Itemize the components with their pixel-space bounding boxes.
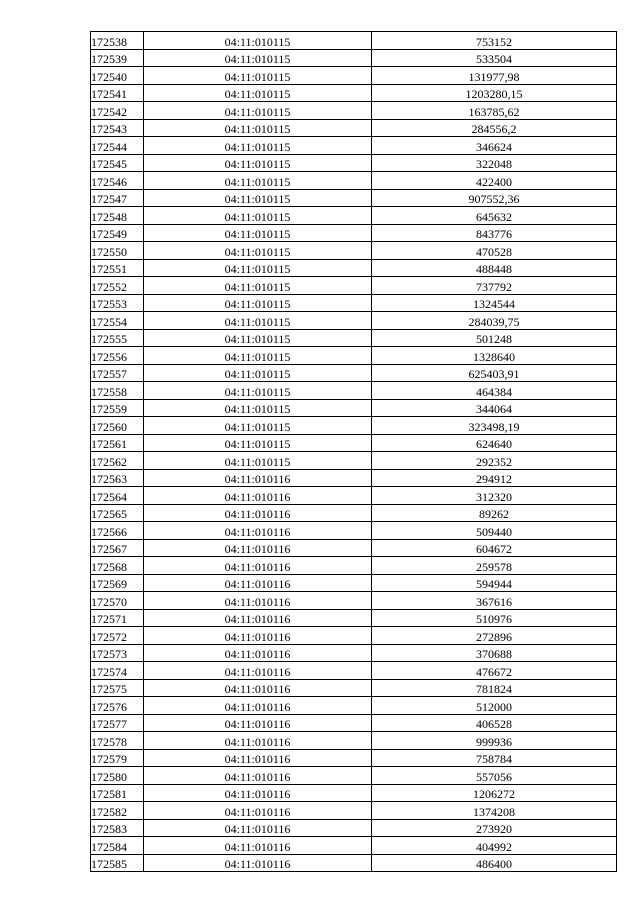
row-id: 172554 (91, 312, 144, 330)
row-value: 294912 (372, 469, 617, 487)
row-value: 367616 (372, 592, 617, 610)
row-value: 312320 (372, 487, 617, 505)
row-code: 04:11:010115 (144, 347, 372, 365)
row-code: 04:11:010116 (144, 522, 372, 540)
row-code: 04:11:010116 (144, 662, 372, 680)
row-value: 509440 (372, 522, 617, 540)
row-id: 172556 (91, 347, 144, 365)
table-row (91, 784, 617, 802)
row-code: 04:11:010116 (144, 784, 372, 802)
row-value: 406528 (372, 714, 617, 732)
row-id: 172558 (91, 382, 144, 400)
row-id: 172540 (91, 67, 144, 85)
row-code: 04:11:010116 (144, 539, 372, 557)
row-id: 172566 (91, 522, 144, 540)
row-code: 04:11:010115 (144, 67, 372, 85)
row-id: 172545 (91, 154, 144, 172)
row-id: 172548 (91, 207, 144, 225)
table-row (91, 347, 617, 365)
row-value: 625403,91 (372, 364, 617, 382)
table-row (91, 259, 617, 277)
row-value: 486400 (372, 854, 617, 872)
row-id: 172582 (91, 802, 144, 820)
table-row (91, 452, 617, 470)
row-id: 172547 (91, 189, 144, 207)
table-row (91, 802, 617, 820)
table-row (91, 592, 617, 610)
row-id: 172584 (91, 837, 144, 855)
table-row (91, 49, 617, 67)
table-row (91, 137, 617, 155)
row-code: 04:11:010116 (144, 854, 372, 872)
table-row (91, 154, 617, 172)
row-id: 172553 (91, 294, 144, 312)
row-value: 1203280,15 (372, 84, 617, 102)
table-row (91, 522, 617, 540)
row-code: 04:11:010116 (144, 627, 372, 645)
row-value: 488448 (372, 259, 617, 277)
table-body (91, 32, 617, 872)
row-code: 04:11:010116 (144, 469, 372, 487)
row-value: 533504 (372, 49, 617, 67)
table-row (91, 504, 617, 522)
row-value: 1324544 (372, 294, 617, 312)
row-code: 04:11:010115 (144, 277, 372, 295)
row-code: 04:11:010115 (144, 32, 372, 50)
row-id: 172557 (91, 364, 144, 382)
row-code: 04:11:010116 (144, 819, 372, 837)
row-value: 557056 (372, 767, 617, 785)
row-code: 04:11:010116 (144, 644, 372, 662)
row-value: 344064 (372, 399, 617, 417)
row-code: 04:11:010115 (144, 49, 372, 67)
table-row (91, 469, 617, 487)
table-row (91, 434, 617, 452)
row-value: 843776 (372, 224, 617, 242)
row-code: 04:11:010115 (144, 154, 372, 172)
row-value: 624640 (372, 434, 617, 452)
row-code: 04:11:010115 (144, 452, 372, 470)
row-id: 172563 (91, 469, 144, 487)
row-code: 04:11:010116 (144, 557, 372, 575)
table-row (91, 679, 617, 697)
row-id: 172579 (91, 749, 144, 767)
row-value: 284039,75 (372, 312, 617, 330)
row-value: 273920 (372, 819, 617, 837)
table-row (91, 32, 617, 50)
row-id: 172580 (91, 767, 144, 785)
row-value: 404992 (372, 837, 617, 855)
row-id: 172583 (91, 819, 144, 837)
row-value: 501248 (372, 329, 617, 347)
row-id: 172581 (91, 784, 144, 802)
row-id: 172552 (91, 277, 144, 295)
table-row (91, 644, 617, 662)
table-row (91, 224, 617, 242)
data-table (90, 31, 617, 872)
row-value: 346624 (372, 137, 617, 155)
table-row (91, 854, 617, 872)
table-row (91, 312, 617, 330)
table-row (91, 819, 617, 837)
table-row (91, 767, 617, 785)
row-code: 04:11:010115 (144, 224, 372, 242)
row-code: 04:11:010116 (144, 732, 372, 750)
row-value: 131977,98 (372, 67, 617, 85)
row-value: 781824 (372, 679, 617, 697)
row-id: 172551 (91, 259, 144, 277)
row-value: 1374208 (372, 802, 617, 820)
row-code: 04:11:010115 (144, 382, 372, 400)
row-value: 1328640 (372, 347, 617, 365)
table-row (91, 417, 617, 435)
row-value: 753152 (372, 32, 617, 50)
row-id: 172561 (91, 434, 144, 452)
row-code: 04:11:010115 (144, 399, 372, 417)
row-id: 172543 (91, 119, 144, 137)
row-value: 322048 (372, 154, 617, 172)
row-id: 172577 (91, 714, 144, 732)
row-code: 04:11:010116 (144, 767, 372, 785)
row-id: 172564 (91, 487, 144, 505)
row-value: 604672 (372, 539, 617, 557)
table-row (91, 574, 617, 592)
row-id: 172575 (91, 679, 144, 697)
row-value: 272896 (372, 627, 617, 645)
table-row (91, 172, 617, 190)
table-row (91, 189, 617, 207)
table-row (91, 697, 617, 715)
row-id: 172549 (91, 224, 144, 242)
row-id: 172565 (91, 504, 144, 522)
table-row (91, 399, 617, 417)
row-id: 172541 (91, 84, 144, 102)
table-row (91, 207, 617, 225)
table-row (91, 557, 617, 575)
row-value: 284556,2 (372, 119, 617, 137)
table-row (91, 364, 617, 382)
row-id: 172559 (91, 399, 144, 417)
table-row (91, 627, 617, 645)
row-code: 04:11:010115 (144, 207, 372, 225)
row-code: 04:11:010115 (144, 364, 372, 382)
row-code: 04:11:010115 (144, 119, 372, 137)
row-value: 907552,36 (372, 189, 617, 207)
row-code: 04:11:010116 (144, 487, 372, 505)
row-code: 04:11:010116 (144, 679, 372, 697)
row-value: 476672 (372, 662, 617, 680)
row-value: 510976 (372, 609, 617, 627)
table-row (91, 487, 617, 505)
table-row (91, 119, 617, 137)
row-code: 04:11:010115 (144, 259, 372, 277)
row-id: 172544 (91, 137, 144, 155)
row-id: 172550 (91, 242, 144, 260)
row-id: 172573 (91, 644, 144, 662)
row-code: 04:11:010116 (144, 837, 372, 855)
row-value: 89262 (372, 504, 617, 522)
table-row (91, 749, 617, 767)
row-value: 464384 (372, 382, 617, 400)
row-value: 1206272 (372, 784, 617, 802)
row-code: 04:11:010116 (144, 697, 372, 715)
row-value: 323498,19 (372, 417, 617, 435)
row-id: 172539 (91, 49, 144, 67)
table-row (91, 539, 617, 557)
row-value: 422400 (372, 172, 617, 190)
row-id: 172578 (91, 732, 144, 750)
row-code: 04:11:010116 (144, 504, 372, 522)
table-row (91, 294, 617, 312)
row-id: 172570 (91, 592, 144, 610)
row-id: 172569 (91, 574, 144, 592)
row-code: 04:11:010115 (144, 172, 372, 190)
table-row (91, 84, 617, 102)
row-value: 370688 (372, 644, 617, 662)
row-value: 758784 (372, 749, 617, 767)
row-code: 04:11:010116 (144, 574, 372, 592)
row-id: 172560 (91, 417, 144, 435)
row-value: 999936 (372, 732, 617, 750)
table-row (91, 329, 617, 347)
row-code: 04:11:010115 (144, 417, 372, 435)
row-id: 172538 (91, 32, 144, 50)
row-id: 172562 (91, 452, 144, 470)
row-id: 172572 (91, 627, 144, 645)
row-value: 594944 (372, 574, 617, 592)
row-id: 172571 (91, 609, 144, 627)
row-value: 512000 (372, 697, 617, 715)
row-value: 292352 (372, 452, 617, 470)
row-code: 04:11:010115 (144, 84, 372, 102)
row-value: 163785,62 (372, 102, 617, 120)
table-row (91, 67, 617, 85)
row-code: 04:11:010116 (144, 592, 372, 610)
row-code: 04:11:010115 (144, 312, 372, 330)
row-id: 172568 (91, 557, 144, 575)
row-id: 172542 (91, 102, 144, 120)
row-code: 04:11:010115 (144, 102, 372, 120)
row-code: 04:11:010116 (144, 609, 372, 627)
table-row (91, 662, 617, 680)
row-code: 04:11:010116 (144, 802, 372, 820)
row-id: 172574 (91, 662, 144, 680)
table-row (91, 732, 617, 750)
table-row (91, 714, 617, 732)
row-code: 04:11:010116 (144, 749, 372, 767)
table-row (91, 609, 617, 627)
row-id: 172585 (91, 854, 144, 872)
row-id: 172546 (91, 172, 144, 190)
row-code: 04:11:010115 (144, 189, 372, 207)
row-value: 737792 (372, 277, 617, 295)
row-code: 04:11:010115 (144, 242, 372, 260)
row-code: 04:11:010115 (144, 294, 372, 312)
row-id: 172555 (91, 329, 144, 347)
row-code: 04:11:010115 (144, 137, 372, 155)
row-code: 04:11:010115 (144, 434, 372, 452)
table-row (91, 242, 617, 260)
row-code: 04:11:010115 (144, 329, 372, 347)
row-id: 172576 (91, 697, 144, 715)
row-value: 259578 (372, 557, 617, 575)
row-id: 172567 (91, 539, 144, 557)
row-value: 645632 (372, 207, 617, 225)
table-row (91, 837, 617, 855)
row-code: 04:11:010116 (144, 714, 372, 732)
table-row (91, 382, 617, 400)
table-row (91, 277, 617, 295)
row-value: 470528 (372, 242, 617, 260)
table-row (91, 102, 617, 120)
